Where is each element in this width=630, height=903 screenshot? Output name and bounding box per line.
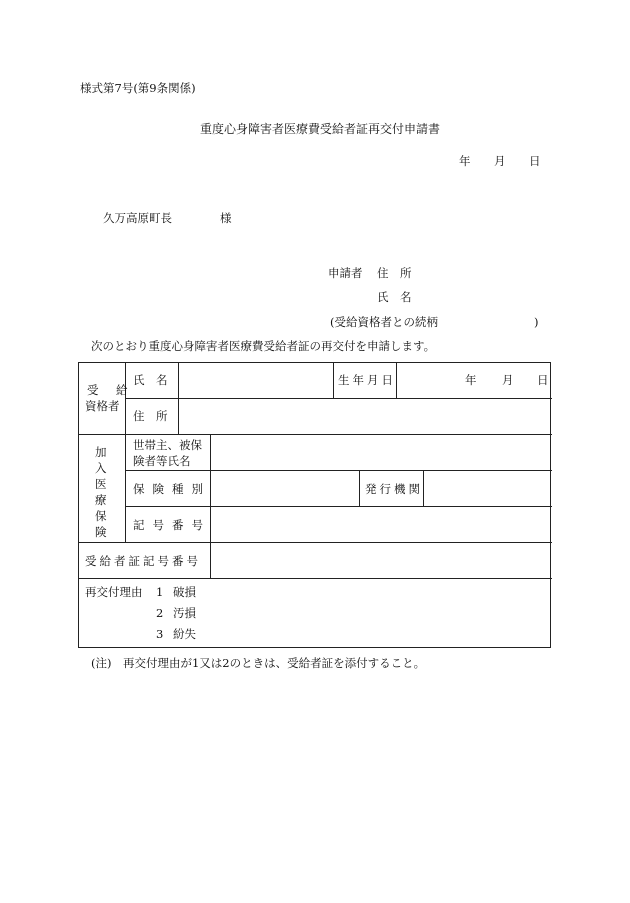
- applicant-address-label: 住 所: [377, 266, 412, 280]
- birth-year-label: 年: [465, 373, 477, 387]
- date-month-label: 月: [494, 154, 506, 168]
- insurance-char-5: 保: [95, 509, 107, 523]
- birth-month-label: 月: [502, 373, 514, 387]
- col-divider: [423, 470, 424, 506]
- insurance-type-field[interactable]: [218, 475, 353, 501]
- symbol-number-field[interactable]: [218, 511, 546, 537]
- row-divider: [79, 578, 552, 579]
- insurance-char-2: 入: [95, 461, 107, 475]
- addressee-honorific: 様: [220, 211, 232, 225]
- row-divider: [125, 470, 552, 471]
- reason-1-number: 1: [156, 585, 164, 599]
- reason-2-text[interactable]: 汚損: [173, 606, 196, 620]
- applicant-relation-label: (受給資格者との続柄: [330, 315, 438, 329]
- beneficiary-label-line1: 受 給: [87, 383, 131, 397]
- reason-3-number: 3: [156, 627, 164, 641]
- applicant-name-label: 氏 名: [377, 290, 412, 304]
- col-divider: [396, 363, 397, 398]
- reason-label: 再交付理由: [85, 585, 143, 599]
- applicant-label: 申請者: [328, 266, 363, 280]
- footnote: (注) 再交付理由が1又は2のときは、受給者証を添付すること。: [91, 656, 426, 670]
- birth-day-label: 日: [537, 373, 549, 387]
- row-divider: [79, 434, 552, 435]
- insurance-char-3: 医: [95, 477, 107, 491]
- col-divider: [333, 363, 334, 398]
- form-title: 重度心身障害者医療費受給者証再交付申請書: [200, 122, 441, 136]
- row-divider: [125, 506, 552, 507]
- household-head-label-line2: 険者等氏名: [133, 454, 191, 468]
- row-divider: [125, 398, 552, 399]
- issuer-field[interactable]: [429, 475, 546, 501]
- insurance-char-1: 加: [95, 445, 107, 459]
- beneficiary-name-label: 氏 名: [133, 373, 168, 387]
- beneficiary-address-label: 住 所: [133, 409, 168, 423]
- form-number: 様式第7号(第9条関係): [80, 81, 196, 95]
- beneficiary-label-line2: 資格者: [85, 399, 120, 413]
- certificate-number-field[interactable]: [218, 547, 546, 573]
- applicant-relation-close: ): [534, 315, 539, 329]
- symbol-number-label: 記号番号: [133, 518, 211, 532]
- date-year-label: 年: [459, 154, 471, 168]
- reason-3-text[interactable]: 紛失: [173, 627, 196, 641]
- date-day-label: 日: [529, 154, 541, 168]
- household-head-label-line1: 世帯主、被保: [133, 438, 202, 452]
- household-head-field[interactable]: [218, 440, 546, 466]
- beneficiary-name-field[interactable]: [186, 367, 328, 394]
- addressee-name: 久万高原町長: [103, 211, 172, 225]
- col-divider: [210, 434, 211, 578]
- birthdate-label: 生年月日: [338, 373, 396, 387]
- col-divider: [359, 470, 360, 506]
- issuer-label: 発行機関: [365, 482, 423, 496]
- row-divider: [79, 542, 552, 543]
- beneficiary-address-field[interactable]: [186, 403, 546, 430]
- intro-text: 次のとおり重度心身障害者医療費受給者証の再交付を申請します。: [91, 339, 436, 353]
- application-table: [78, 362, 551, 648]
- reason-2-number: 2: [156, 606, 164, 620]
- insurance-char-4: 療: [95, 493, 107, 507]
- reason-1-text[interactable]: 破損: [173, 585, 196, 599]
- insurance-type-label: 保険種別: [133, 482, 211, 496]
- insurance-char-6: 険: [95, 525, 107, 539]
- certificate-number-label: 受給者証記号番号: [85, 554, 201, 568]
- col-divider: [178, 363, 179, 434]
